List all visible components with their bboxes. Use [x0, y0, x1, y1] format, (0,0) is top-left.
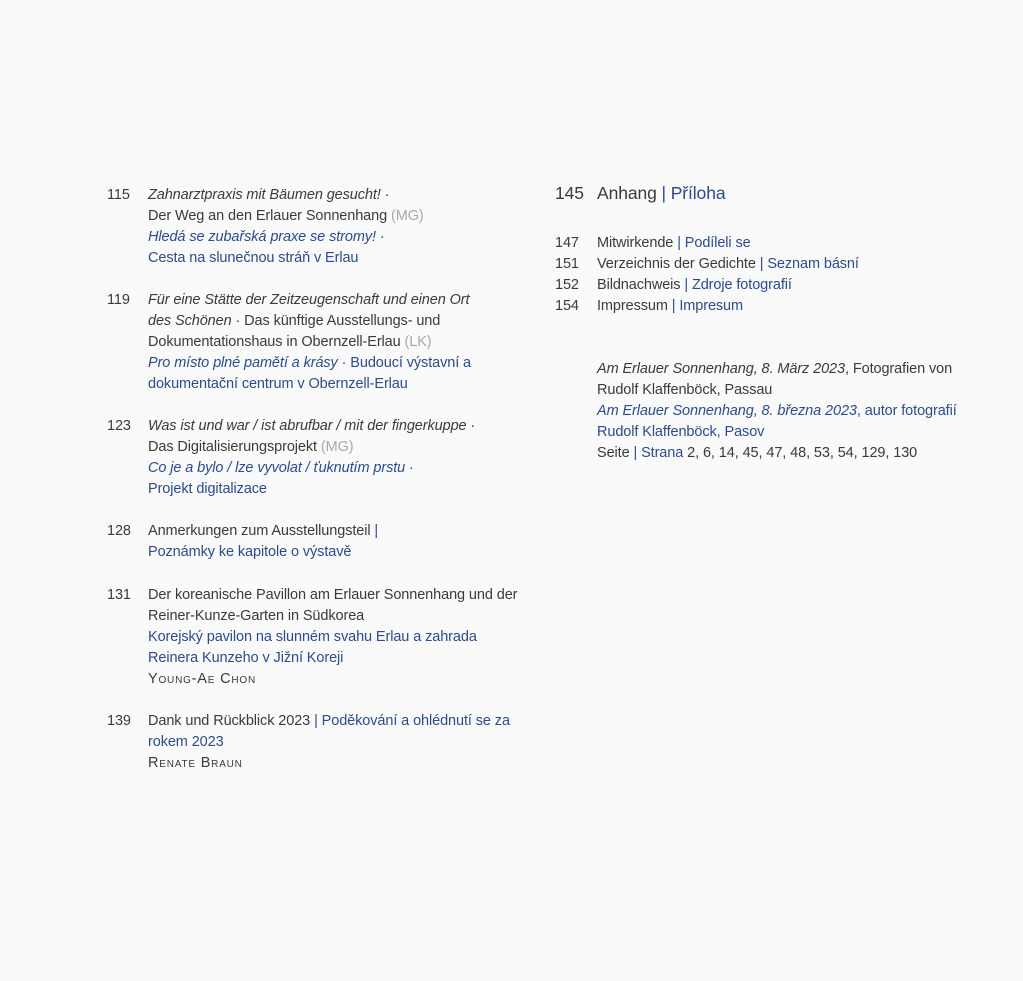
toc-line — [148, 521, 552, 542]
text-segment: (LK) — [404, 334, 432, 350]
page-number: 123 — [107, 418, 131, 434]
text-segment: | Seznam básní — [759, 256, 859, 272]
text-segment: Dank und Rückblick 2023 — [148, 713, 315, 729]
toc-entry-115 — [107, 185, 552, 269]
text-segment: · Budoucí výstavní a — [337, 355, 472, 371]
toc-entry-147 — [555, 233, 985, 254]
text-segment: dokumentační centrum v Obernzell-Erlau — [148, 376, 408, 392]
toc-line — [148, 374, 552, 395]
toc-entry-128 — [107, 521, 552, 563]
appendix-heading — [555, 181, 985, 205]
entry-text — [597, 233, 985, 254]
toc-line — [148, 542, 552, 563]
credits-line — [597, 359, 985, 380]
page-number: 115 — [107, 187, 130, 203]
text-segment: Co je a bylo / lze vyvolat / ťuknutím prstu · — [148, 460, 414, 476]
credits-line — [597, 401, 985, 422]
page-number: 152 — [555, 277, 579, 293]
entry-text — [597, 275, 985, 296]
toc-line — [597, 296, 985, 317]
text-segment: Mitwirkende — [597, 235, 678, 251]
toc-line — [148, 627, 552, 648]
toc-entry-131 — [107, 585, 552, 690]
text-segment: Was ist und war / ist abrufbar / mit der fingerkuppe · — [148, 418, 476, 434]
text-segment: Renate Braun — [148, 755, 243, 771]
credits-line — [597, 443, 985, 464]
entry-text — [597, 254, 985, 275]
toc-line — [597, 275, 985, 296]
page-number: 145 — [555, 183, 584, 203]
toc-line — [148, 416, 552, 437]
text-segment: des Schönen — [148, 313, 232, 329]
text-segment: Pro místo plné pamětí a krásy — [148, 355, 338, 371]
heading-line — [597, 181, 985, 205]
text-segment: | Podíleli se — [677, 235, 751, 251]
text-segment: · Das künftige Ausstellungs- und — [231, 313, 441, 329]
entry-text — [597, 296, 985, 317]
photo-credits — [597, 359, 985, 464]
toc-line — [148, 437, 552, 458]
right-column — [555, 181, 985, 464]
text-segment: Am Erlauer Sonnenhang, 8. März 2023 — [597, 361, 845, 377]
text-segment: Dokumentationshaus in Obernzell-Erlau — [148, 334, 405, 350]
text-segment: Bildnachweis — [597, 277, 685, 293]
text-segment: Verzeichnis der Gedichte — [597, 256, 760, 272]
toc-entry-139 — [107, 711, 552, 774]
entry-text — [597, 181, 985, 205]
text-segment: Impressum — [597, 298, 672, 314]
text-segment: Seite — [597, 445, 634, 461]
toc-line — [148, 458, 552, 479]
text-segment: Projekt digitalizace — [148, 481, 267, 497]
toc-line — [148, 648, 552, 669]
toc-entry-152 — [555, 275, 985, 296]
text-segment: | Poděkování a ohlédnutí se za — [314, 713, 510, 729]
page-number: 131 — [107, 587, 131, 603]
text-segment: | Příloha — [661, 183, 726, 203]
left-column — [107, 185, 552, 795]
credits-line — [597, 380, 985, 401]
toc-line — [148, 227, 552, 248]
page-number: 128 — [107, 523, 131, 539]
text-segment: , autor fotografií — [856, 403, 957, 419]
text-segment: 2, 6, 14, 45, 47, 48, 53, 54, 129, 130 — [687, 445, 918, 461]
page-number: 119 — [107, 292, 130, 308]
page-number: 139 — [107, 713, 131, 729]
toc-line — [148, 585, 552, 606]
toc-line — [148, 311, 552, 332]
toc-line — [148, 290, 552, 311]
toc-entry-123 — [107, 416, 552, 500]
page-number: 151 — [555, 256, 579, 272]
text-segment: , Fotografien von — [845, 361, 953, 377]
text-segment: Poznámky ke kapitole o výstavě — [148, 544, 352, 560]
toc-line — [148, 669, 552, 690]
entry-text — [148, 521, 552, 563]
entry-text — [148, 185, 552, 269]
text-segment: Das Digitalisierungsprojekt — [148, 439, 321, 455]
toc-entry-154 — [555, 296, 985, 317]
toc-entry-151 — [555, 254, 985, 275]
text-segment: (MG) — [320, 439, 354, 455]
text-segment: Anmerkungen zum Ausstellungsteil — [148, 523, 375, 539]
text-segment: Anhang — [597, 183, 662, 203]
page-number: 147 — [555, 235, 579, 251]
entry-text — [148, 290, 552, 395]
text-segment: (MG) — [391, 208, 424, 224]
credits-line — [597, 422, 985, 443]
text-segment: Cesta na slunečnou stráň v Erlau — [148, 250, 359, 266]
text-segment: Für eine Stätte der Zeitzeugenschaft und einen Ort — [148, 292, 470, 308]
text-segment: | Impresum — [671, 298, 744, 314]
toc-line — [148, 753, 552, 774]
toc-line — [597, 233, 985, 254]
entry-text — [148, 416, 552, 500]
text-segment: Rudolf Klaffenböck, Passau — [597, 382, 773, 398]
text-segment: | Strana — [633, 445, 688, 461]
toc-line — [148, 732, 552, 753]
toc-line — [148, 479, 552, 500]
text-segment: Reiner-Kunze-Garten in Südkorea — [148, 608, 365, 624]
text-segment: Reinera Kunzeho v Jižní Koreji — [148, 650, 344, 666]
toc-entry-119 — [107, 290, 552, 395]
entry-text — [148, 585, 552, 690]
text-segment: rokem 2023 — [148, 734, 224, 750]
toc-line — [148, 353, 552, 374]
page-number: 154 — [555, 298, 579, 314]
text-segment: Rudolf Klaffenböck, Pasov — [597, 424, 765, 440]
text-segment: Der koreanische Pavillon am Erlauer Sonnenhang und der — [148, 587, 518, 603]
text-segment: | — [374, 523, 379, 539]
toc-line — [148, 206, 552, 227]
text-segment: Zahnarztpraxis mit Bäumen gesucht! · — [148, 187, 390, 203]
text-segment: Hledá se zubařská praxe se stromy! · — [148, 229, 385, 245]
toc-line — [148, 248, 552, 269]
text-segment: Young-Ae Chon — [148, 671, 256, 687]
toc-line — [148, 606, 552, 627]
text-segment: | Zdroje fotografií — [684, 277, 792, 293]
toc-line — [597, 254, 985, 275]
text-segment: Am Erlauer Sonnenhang, 8. března 2023 — [597, 403, 857, 419]
entry-text — [148, 711, 552, 774]
text-segment: Korejský pavilon na slunném svahu Erlau a zahrada — [148, 629, 477, 645]
toc-line — [148, 185, 552, 206]
toc-line — [148, 711, 552, 732]
toc-line — [148, 332, 552, 353]
text-segment: Der Weg an den Erlauer Sonnenhang — [148, 208, 392, 224]
